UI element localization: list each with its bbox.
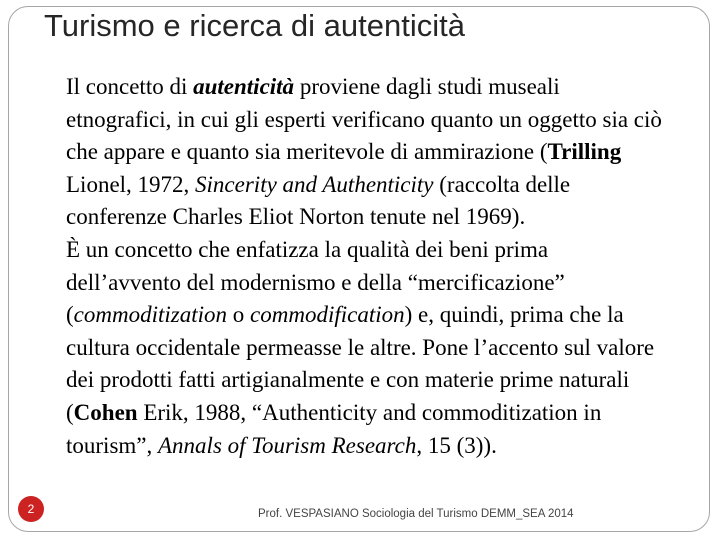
paragraph-1 [66,71,666,234]
paragraph-2-text-2: o [227,302,251,328]
book-title: Sincerity and Authenticity [195,171,434,197]
paragraph-2-text-5: , 15 (3)). [416,432,497,458]
paragraph-2-text-1: È un concetto che enfatizza la qualità dei beni prima dell’avvento del modernismo e della “mercificazione” ( [66,236,565,328]
paragraph-1-text-3: Lionel, 1972, [66,171,196,197]
paragraph-2 [66,234,666,462]
paragraph-1-text-2: proviene dagli studi museali etnografici, in cui gli esperti verificano quanto un oggetto sia ciò che appare e quanto sia meritevole di ammirazione ( [66,74,662,165]
paragraph-2-text-4: Erik, 1988, “Authenticity and commoditization in tourism”, [66,399,602,458]
slide-number-badge: 2 [18,496,44,522]
slide-footer: Prof. VESPASIANO Sociologia del Turismo DEMM_SEA 2014 [258,508,574,520]
paragraph-1-text-4: (raccolta delle conferenze Charles Eliot Norton tenute nel 1969). [66,171,571,230]
paragraph-1-text-1: Il concetto di [66,74,194,99]
journal-title: Annals of Tourism Research [158,432,417,458]
slide-body [66,71,666,462]
term-autenticita: autenticità [193,74,295,99]
paragraph-2-text-3: ) e, quindi, prima che la cultura occidentale permeasse le altre. Pone l’accento sul valore dei prodotti fatti artigianalmente e con materie prime naturali ( [66,302,655,425]
author-trilling: Trilling [547,139,622,165]
term-commoditization: commoditization [73,302,228,328]
term-commodification: commodification [250,302,405,328]
author-cohen: Cohen [73,399,138,425]
slide-title: Turismo e ricerca di autenticità [44,8,465,43]
